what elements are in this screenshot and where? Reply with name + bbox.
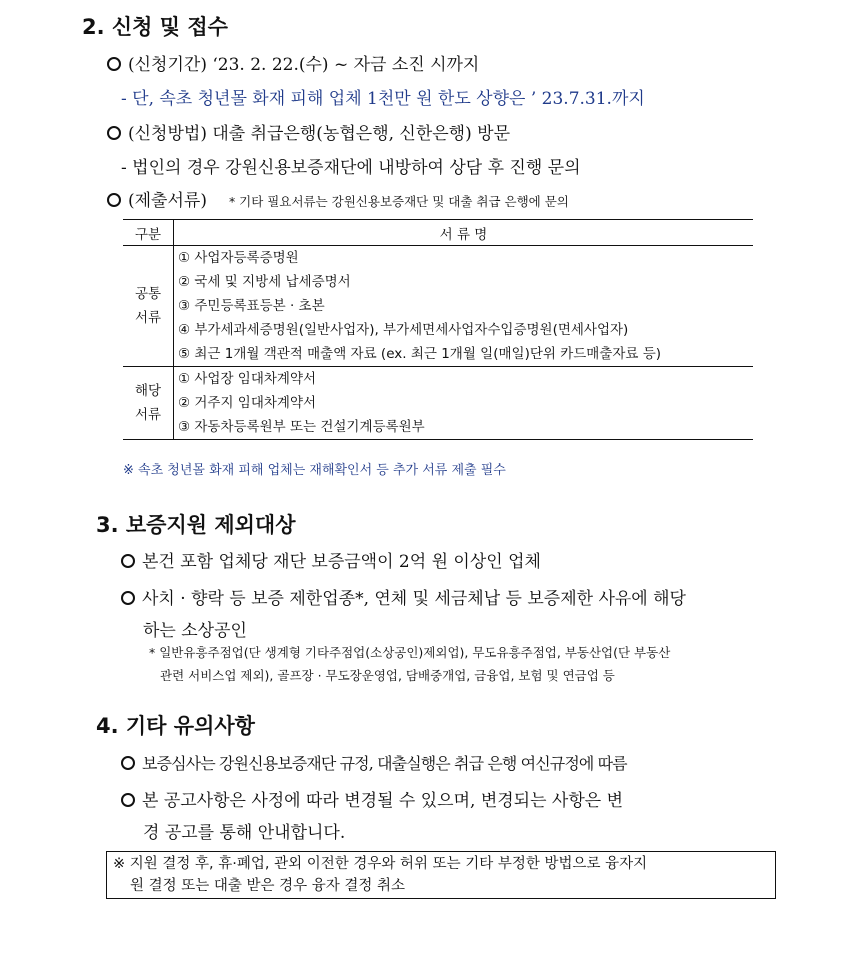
cancellation-notice-line-1: ※ 지원 결정 후, 휴·폐업, 관외 이전한 경우와 허위 또는 기타 부정한 방법으로 융자지	[113, 856, 648, 872]
section-4-title: 4. 기타 유의사항	[96, 714, 255, 738]
table-row	[123, 270, 753, 294]
application-method	[107, 119, 510, 144]
application-method-text: (신청방법) 대출 취급은행(농협은행, 신한은행) 방문	[128, 124, 510, 144]
notice-item-1: 보증심사는 강원신용보증재단 규정, 대출실행은 취급 은행 여신규정에 따름	[121, 751, 627, 774]
list-item: ① 사업자등록증명원	[178, 250, 299, 266]
documents-heading	[107, 186, 569, 211]
section-2-title: 2. 신청 및 접수	[82, 15, 228, 39]
circle-bullet-icon	[121, 591, 135, 605]
circle-bullet-icon	[107, 57, 121, 71]
header-category: 구분	[123, 220, 174, 246]
exclusion-item-2: 사치 · 향락 등 보증 제한업종*, 연체 및 세금체납 등 보증제한 사유에 해당	[121, 584, 686, 609]
category-common: 공통 서류	[123, 246, 174, 367]
circle-bullet-icon	[121, 554, 135, 568]
list-item: ② 거주지 임대차계약서	[178, 395, 317, 411]
documents-hint: * 기타 필요서류는 강원신용보증재단 및 대출 취급 은행에 문의	[228, 194, 569, 209]
cancellation-notice-line-2: 원 결정 또는 대출 받은 경우 융자 결정 취소	[130, 878, 405, 894]
exclusion-item-1: 본건 포함 업체당 재단 보증금액이 2억 원 이상인 업체	[121, 547, 541, 572]
table-note: ※ 속초 청년몰 화재 피해 업체는 재해확인서 등 추가 서류 제출 필수	[123, 463, 506, 478]
table-row	[123, 391, 753, 415]
cancellation-notice-box	[106, 851, 776, 899]
table-row	[123, 415, 753, 440]
circle-bullet-icon	[107, 193, 121, 207]
list-item: ③ 주민등록표등본 · 초본	[178, 298, 325, 314]
list-item: ⑤ 최근 1개월 객관적 매출액 자료 (ex. 최근 1개월 일(매일)단위 카드매출자료 등)	[178, 346, 662, 362]
section-3-title: 3. 보증지원 제외대상	[96, 513, 296, 537]
circle-bullet-icon	[121, 756, 135, 770]
table-header-row	[123, 220, 753, 246]
application-period-text: (신청기간) ‘23. 2. 22.(수) ~ 자금 소진 시까지	[128, 55, 480, 75]
documents-label: (제출서류)	[128, 191, 207, 211]
list-item: ① 사업장 임대차계약서	[178, 371, 317, 387]
application-period	[107, 50, 479, 75]
list-item: ③ 자동차등록원부 또는 건설기계등록원부	[178, 419, 425, 435]
circle-bullet-icon	[121, 793, 135, 807]
exclusion-footnote-1: * 일반유흥주점업(단 생계형 기타주점업(소상공인)제외업), 무도유흥주점업, 부동산업(단 부동산	[149, 645, 671, 660]
table-row	[123, 367, 753, 392]
documents-table	[123, 219, 753, 440]
category-applicable: 해당 서류	[123, 367, 174, 440]
table-row	[123, 342, 753, 367]
notice-item-2: 본 공고사항은 사정에 따라 변경될 수 있으며, 변경되는 사항은 변	[121, 786, 623, 811]
application-period-note: - 단, 속초 청년몰 화재 피해 업체 1천만 원 한도 상향은 ’ 23.7.31.까지	[121, 89, 645, 109]
table-row	[123, 318, 753, 342]
exclusion-item-2-cont: 하는 소상공인	[143, 621, 247, 641]
header-document-name: 서 류 명	[174, 220, 754, 246]
exclusion-footnote-2: 관련 서비스업 제외), 골프장 · 무도장운영업, 담배중개업, 금융업, 보험 및 연금업 등	[160, 668, 615, 683]
circle-bullet-icon	[107, 126, 121, 140]
table-row	[123, 246, 753, 271]
notice-item-2-cont: 경 공고를 통해 안내합니다.	[143, 823, 346, 843]
list-item: ④ 부가세과세증명원(일반사업자), 부가세면세사업자수입증명원(면세사업자)	[178, 322, 629, 338]
application-method-note: - 법인의 경우 강원신용보증재단에 내방하여 상담 후 진행 문의	[121, 158, 581, 178]
list-item: ② 국세 및 지방세 납세증명서	[178, 274, 351, 290]
table-row	[123, 294, 753, 318]
